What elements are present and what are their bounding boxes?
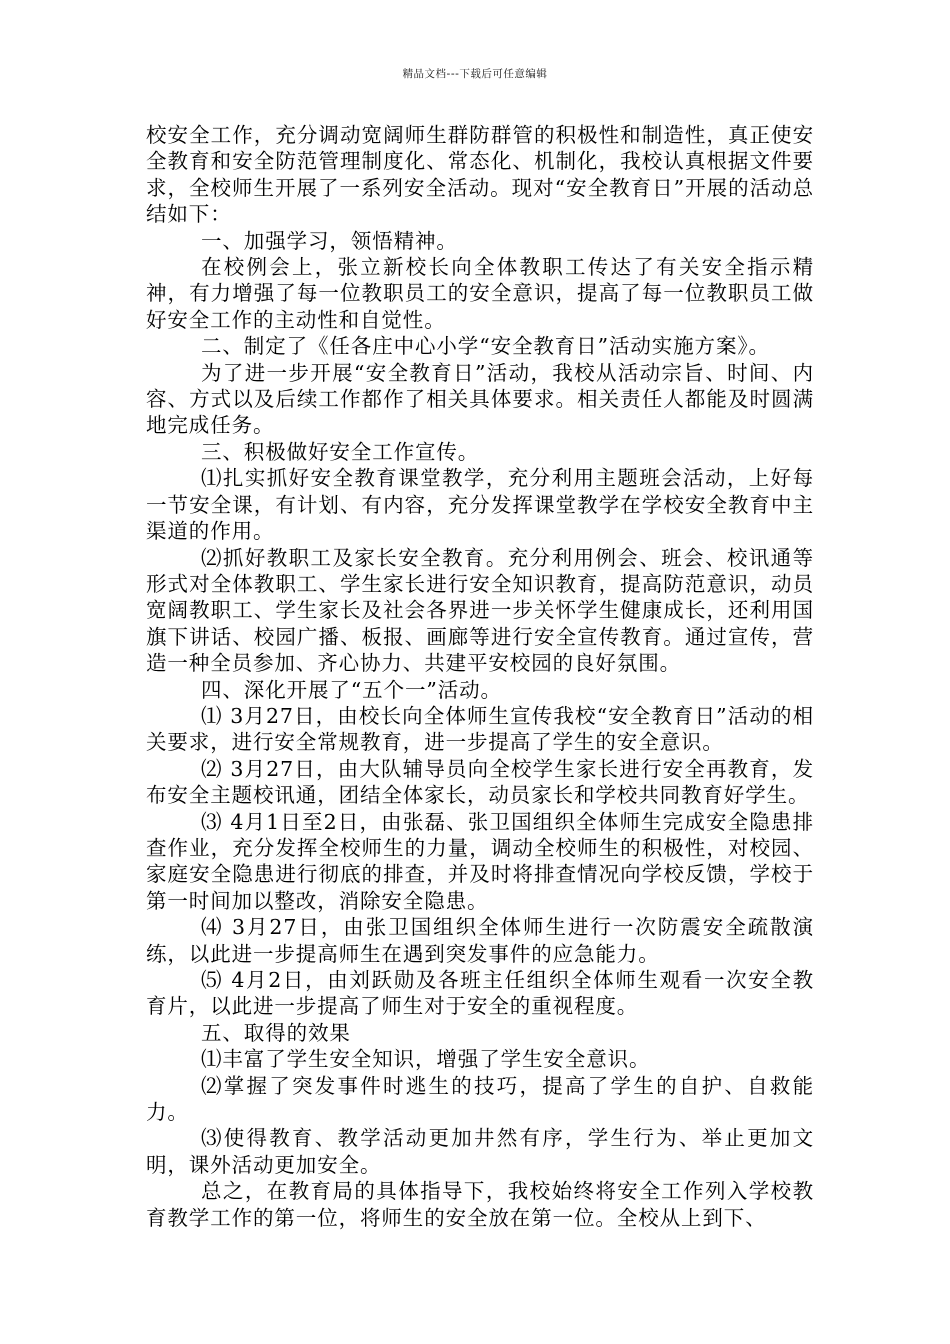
- paragraph: ⑸ 4月2日，由刘跃勋及各班主任组织全体师生观看一次安全教育片，以此进一步提高了师生对于安全的重视程度。: [146, 968, 814, 1019]
- document-body: [146, 122, 814, 1231]
- paragraph: ⑶使得教育、教学活动更加井然有序，学生行为、举止更加文明，课外活动更加安全。: [146, 1126, 814, 1177]
- paragraph: 二、制定了《任各庄中心小学“安全教育日”活动实施方案》。: [201, 334, 770, 359]
- paragraph: 五、取得的效果: [201, 1020, 351, 1045]
- paragraph: ⑴ 3月27日，由校长向全体师生宣传我校“安全教育日”活动的相关要求，进行安全常规教育，进一步提高了学生的安全意识。: [146, 703, 814, 755]
- paragraph: 在校例会上，张立新校长向全体教职工传达了有关安全指示精神，有力增强了每一位教职员工的安全意识，提高了每一位教职员工做好安全工作的主动性和自觉性。: [146, 255, 814, 332]
- paragraph: 四、深化开展了“五个一”活动。: [201, 677, 502, 702]
- paragraph: ⑵抓好教职工及家长安全教育。充分利用例会、班会、校讯通等形式对全体教职工、学生家长进行安全知识教育，提高防范意识，动员宽阔教职工、学生家长及社会各界进一步关怀学生健康成长，还利用国旗下讲话、校园广播、板报、画廊等进行安全宣传教育。通过宣传，营造一种全员参加、齐心协力、共建平安校园的良好氛围。: [146, 545, 814, 676]
- paragraph: ⑶ 4月1日至2日，由张磊、张卫国组织全体师生完成安全隐患排查作业，充分发挥全校师生的力量，调动全校师生的积极性，对校园、家庭安全隐患进行彻底的排查，并及时将排查情况向学校反馈，学校于第一时间加以整改，消除安全隐患。: [146, 809, 814, 913]
- paragraph: 三、积极做好安全工作宣传。: [201, 439, 480, 464]
- paragraph: 总之，在教育局的具体指导下，我校始终将安全工作列入学校教育教学工作的第一位，将师生的安全放在第一位。全校从上到下、: [146, 1179, 814, 1230]
- paragraph: ⑷ 3月27日，由张卫国组织全体师生进行一次防震安全疏散演练，以此进一步提高师生在遇到突发事件的应急能力。: [146, 915, 814, 966]
- page-header: 精品文档---下载后可任意编辑: [402, 68, 548, 80]
- paragraph: 为了进一步开展“安全教育日”活动，我校从活动宗旨、时间、内容、方式以及后续工作都作了相关具体要求。相关责任人都能及时圆满地完成任务。: [146, 360, 814, 438]
- paragraph: ⑵ 3月27日，由大队辅导员向全校学生家长进行安全再教育，发布安全主题校讯通，团结全体家长，动员家长和学校共同教育好学生。: [146, 756, 814, 808]
- paragraph: ⑴丰富了学生安全知识，增强了学生安全意识。: [201, 1047, 651, 1072]
- paragraph: 一、加强学习，领悟精神。: [201, 228, 458, 253]
- paragraph: 校安全工作，充分调动宽阔师生群防群管的积极性和制造性，真正使安全教育和安全防范管理制度化、常态化、机制化，我校认真根据文件要求，全校师生开展了一系列安全活动。现对“安全教育日”开展的活动总结如下：: [146, 123, 814, 227]
- paragraph: ⑵掌握了突发事件时逃生的技巧，提高了学生的自护、自救能力。: [146, 1073, 814, 1125]
- paragraph: ⑴扎实抓好安全教育课堂教学，充分利用主题班会活动，上好每一节安全课，有计划、有内容，充分发挥课堂教学在学校安全教育中主渠道的作用。: [146, 466, 814, 544]
